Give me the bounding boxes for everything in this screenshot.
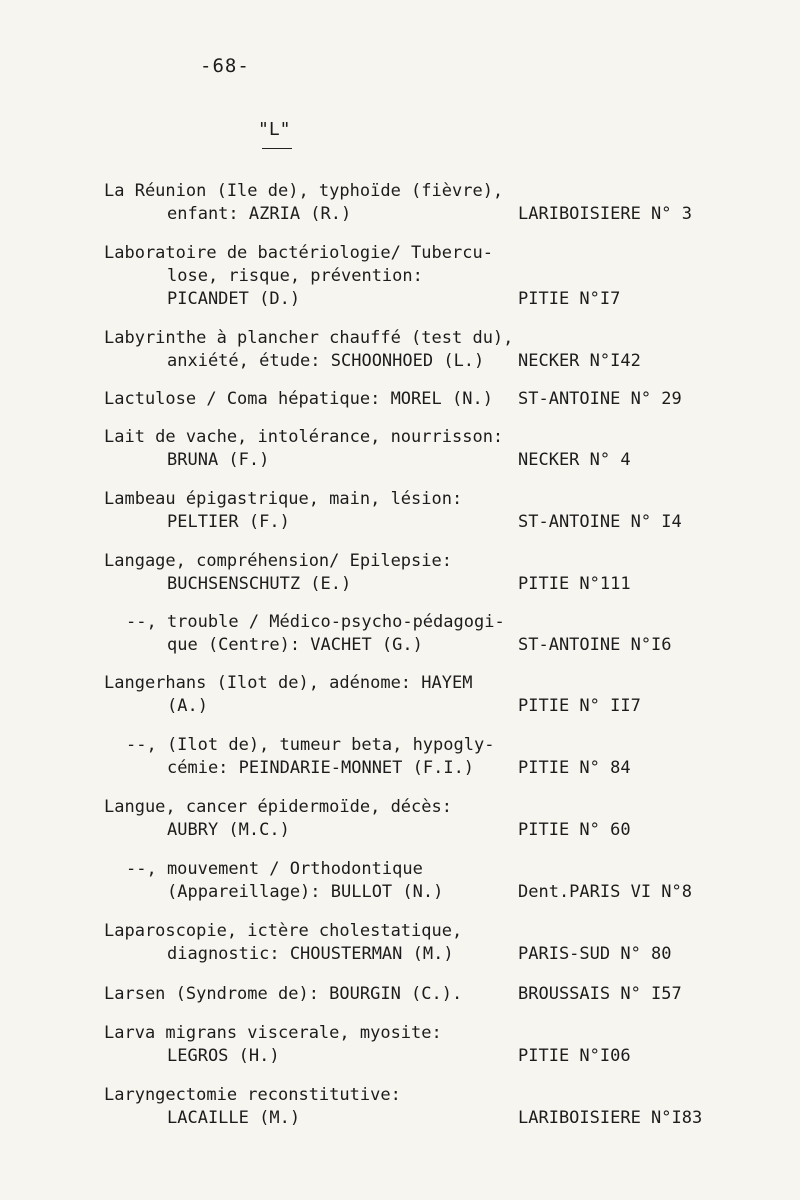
entry-line: lose, risque, prévention: (167, 266, 423, 286)
entry-line: cémie: PEINDARIE-MONNET (F.I.) (167, 758, 475, 778)
index-entry (104, 242, 734, 311)
entry-line: (Appareillage): BULLOT (N.) (167, 882, 444, 902)
index-entry (104, 488, 734, 534)
index-entry (104, 611, 734, 657)
entry-line: Lait de vache, intolérance, nourrisson: (104, 427, 504, 447)
entry-location: LARIBOISIERE N° 3 (518, 204, 692, 224)
entry-line: PELTIER (F.) (167, 512, 290, 532)
entry-line: enfant: AZRIA (R.) (167, 204, 352, 224)
index-entry (104, 180, 734, 226)
entry-line: Labyrinthe à plancher chauffé (test du), (104, 328, 514, 348)
entry-line: --, (Ilot de), tumeur beta, hypogly- (126, 735, 495, 755)
index-entry (104, 858, 734, 904)
entry-line: --, mouvement / Orthodontique (126, 859, 423, 879)
entry-line: --, trouble / Médico-psycho-pédagogi- (126, 612, 505, 632)
index-entry (104, 983, 734, 1006)
entry-location: PITIE N° II7 (518, 696, 641, 716)
entry-line: Laryngectomie reconstitutive: (104, 1085, 401, 1105)
entry-line: Laboratoire de bactériologie/ Tubercu- (104, 243, 493, 263)
entry-line: Langage, compréhension/ Epilepsie: (104, 551, 452, 571)
entry-location: PITIE N°111 (518, 574, 631, 594)
section-underline (262, 148, 292, 149)
entry-line: PICANDET (D.) (167, 289, 301, 309)
index-entry (104, 1022, 734, 1068)
section-letter-heading: "L" (258, 119, 291, 140)
index-entry (104, 1084, 734, 1130)
entry-location: PARIS-SUD N° 80 (518, 944, 672, 964)
index-entry (104, 796, 734, 842)
entry-location: ST-ANTOINE N° I4 (518, 512, 682, 532)
entry-line: AUBRY (M.C.) (167, 820, 290, 840)
entry-location: PITIE N° 60 (518, 820, 631, 840)
entry-location: PITIE N°I7 (518, 289, 621, 309)
entry-line: diagnostic: CHOUSTERMAN (M.) (167, 944, 454, 964)
index-entry (104, 920, 734, 966)
index-entry (104, 672, 734, 718)
index-entry (104, 426, 734, 472)
entry-line: Lambeau épigastrique, main, lésion: (104, 489, 463, 509)
entry-line: Laparoscopie, ictère cholestatique, (104, 921, 463, 941)
entry-line: Lactulose / Coma hépatique: MOREL (N.) (104, 389, 493, 409)
entry-location: LARIBOISIERE N°I83 (518, 1108, 703, 1128)
index-entry (104, 388, 734, 411)
entry-location: PITIE N° 84 (518, 758, 631, 778)
entry-line: Langue, cancer épidermoïde, décès: (104, 797, 452, 817)
entry-line: La Réunion (Ile de), typhoïde (fièvre), (104, 181, 504, 201)
entry-line: que (Centre): VACHET (G.) (167, 635, 423, 655)
entry-line: LEGROS (H.) (167, 1046, 280, 1066)
entry-line: anxiété, étude: SCHOONHOED (L.) (167, 351, 485, 371)
entry-location: Dent.PARIS VI N°8 (518, 882, 692, 902)
entry-location: BROUSSAIS N° I57 (518, 984, 682, 1004)
index-entry (104, 327, 734, 373)
index-entry (104, 734, 734, 780)
entry-location: ST-ANTOINE N° 29 (518, 389, 682, 409)
entry-line: LACAILLE (M.) (167, 1108, 301, 1128)
entry-location: NECKER N°I42 (518, 351, 641, 371)
entry-line: Larsen (Syndrome de): BOURGIN (C.). (104, 984, 463, 1004)
entry-line: BUCHSENSCHUTZ (E.) (167, 574, 352, 594)
entry-line: BRUNA (F.) (167, 450, 270, 470)
entry-location: ST-ANTOINE N°I6 (518, 635, 672, 655)
entry-location: PITIE N°I06 (518, 1046, 631, 1066)
entry-line: Larva migrans viscerale, myosite: (104, 1023, 442, 1043)
entry-location: NECKER N° 4 (518, 450, 631, 470)
entry-line: (A.) (167, 696, 208, 716)
index-entry (104, 550, 734, 596)
entry-line: Langerhans (Ilot de), adénome: HAYEM (104, 673, 473, 693)
page-number: -68- (200, 55, 250, 77)
